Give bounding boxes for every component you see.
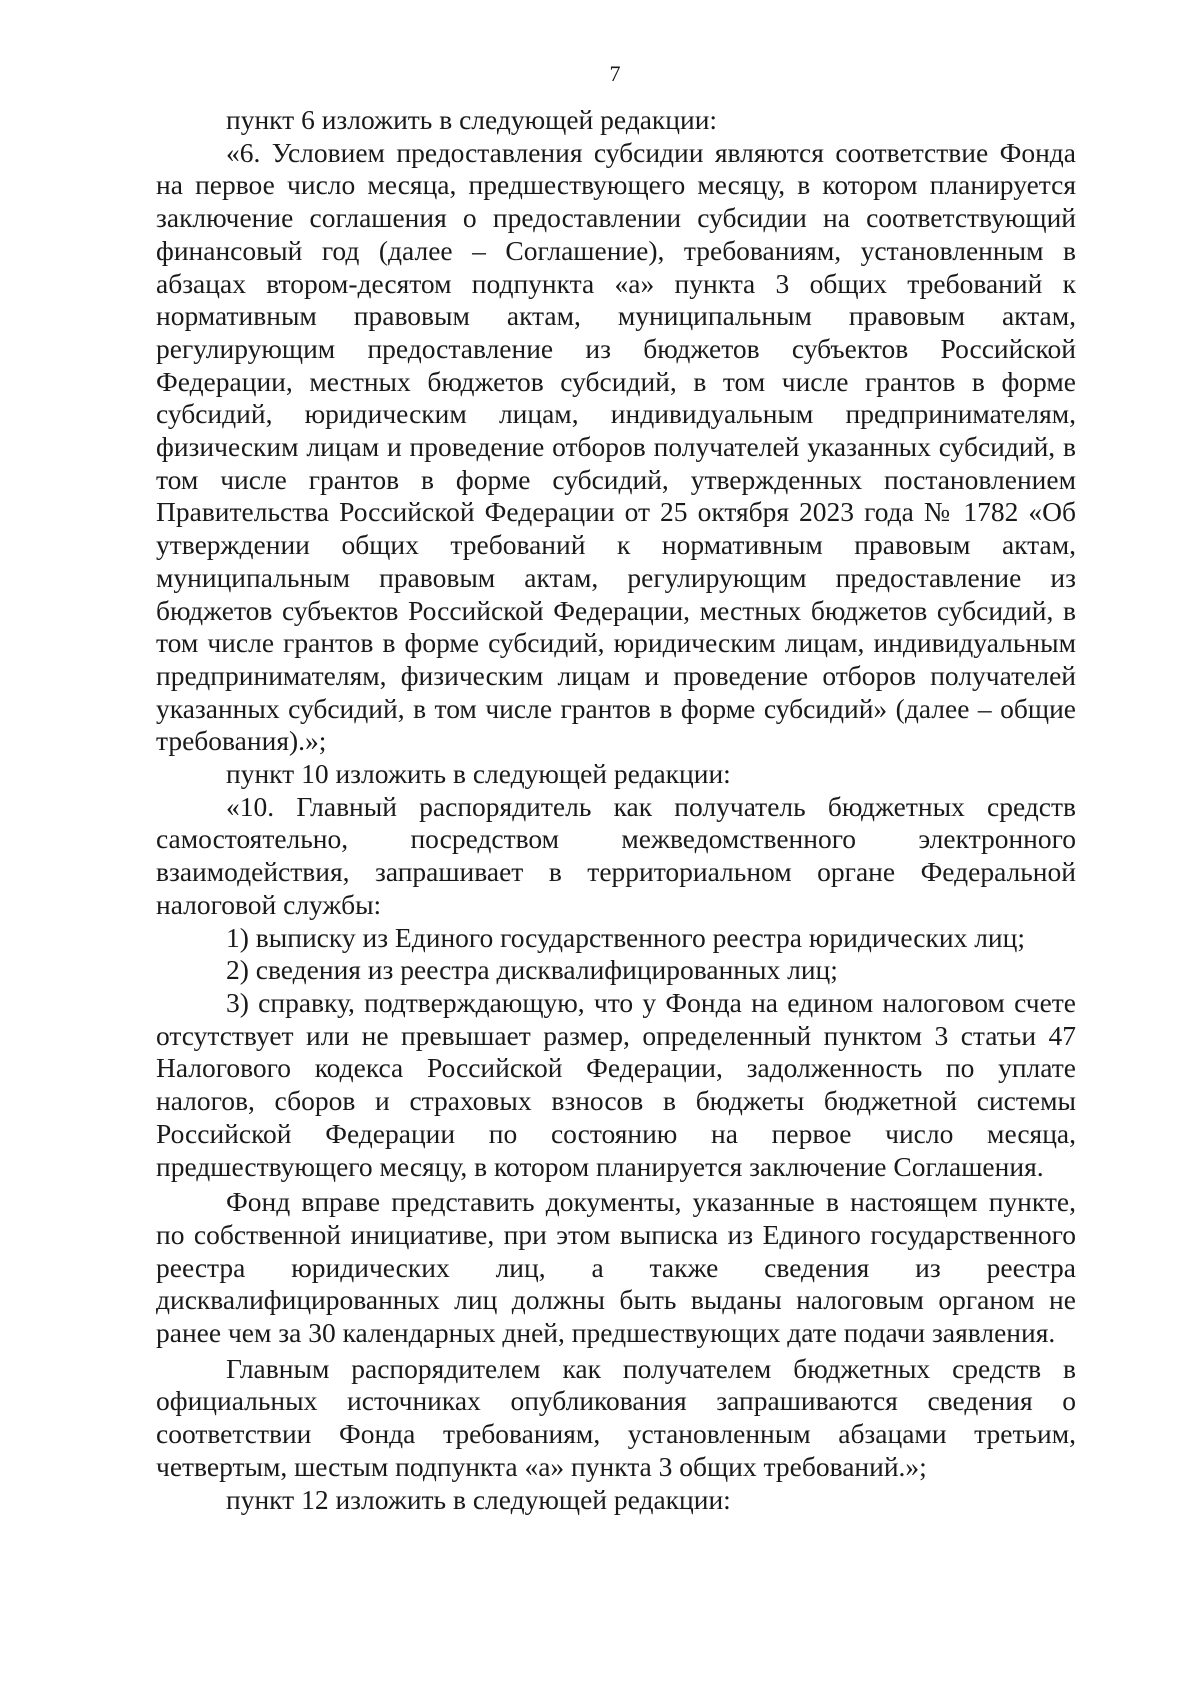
page-number: 7 bbox=[609, 61, 621, 86]
paragraph-4: «10. Главный распорядитель как получатель бюджетных средств самостоятельно, посредством межведомственного электронного взаимодействия, запрашивает в территориальном органе Федеральной налоговой службы: bbox=[156, 790, 1076, 920]
paragraph-9: Главным распорядителем как получателем бюджетных средств в официальных источниках опубликования запрашиваются сведения о соответствии Фонда требованиям, установленным абзацами третьим, четвертым, шестым подпункта «а» пункта 3 общих требований.»; bbox=[156, 1352, 1076, 1482]
paragraph-2: «6. Условием предоставления субсидии являются соответствие Фонда на первое число месяца, предшествующего месяцу, в котором планируется заключение соглашения о предоставлении субсидии на соответствующий финансовый год (далее – Соглашение), требованиям, установленным в абзацах втором-десятом подпункта «а» пункта 3 общих требований к нормативным правовым актам, муниципальным правовым актам, регулирующим предоставление из бюджетов субъектов Российской Федерации, местных бюджетов субсидий, в том числе грантов в форме субсидий, юридическим лицам, индивидуальным предпринимателям, физическим лицам и проведение отборов получателей указанных субсидий, в том числе грантов в форме субсидий, утвержденных постановлением Правительства Российской Федерации от 25 октября 2023 года № 1782 «Об утверждении общих требований к нормативным правовым актам, муниципальным правовым актам, регулирующим предоставление из бюджетов субъектов Российской Федерации, местных бюджетов субсидий, в том числе грантов в форме субсидий, юридическим лицам, индивидуальным предпринимателям, физическим лицам и проведение отборов получателей указанных субсидий, в том числе грантов в форме субсидий» (далее – общие требования).»; bbox=[156, 136, 1076, 757]
paragraph-6: 2) сведения из реестра дисквалифицированных лиц; bbox=[226, 954, 838, 986]
paragraph-5: 1) выписку из Единого государственного реестра юридических лиц; bbox=[226, 921, 1026, 953]
document-body bbox=[156, 104, 1076, 1516]
paragraph-8: Фонд вправе представить документы, указанные в настоящем пункте, по собственной инициативе, при этом выписка из Единого государственного реестра юридических лиц, а также сведения из реестра дисквалифицированных лиц должны быть выданы налоговым органом не ранее чем за 30 календарных дней, предшествующих дате подачи заявления. bbox=[156, 1186, 1076, 1349]
paragraph-3: пункт 10 изложить в следующей редакции: bbox=[226, 758, 731, 790]
paragraph-10: пункт 12 изложить в следующей редакции: bbox=[226, 1483, 731, 1515]
paragraph-1: пункт 6 изложить в следующей редакции: bbox=[226, 104, 718, 135]
paragraph-7: 3) справку, подтверждающую, что у Фонда на едином налоговом счете отсутствует или не превышает размер, определенный пунктом 3 статьи 47 Налогового кодекса Российской Федерации, задолженность по уплате налогов, сборов и страховых взносов в бюджеты бюджетной системы Российской Федерации по состоянию на первое число месяца, предшествующего месяцу, в котором планируется заключение Соглашения. bbox=[156, 986, 1076, 1182]
